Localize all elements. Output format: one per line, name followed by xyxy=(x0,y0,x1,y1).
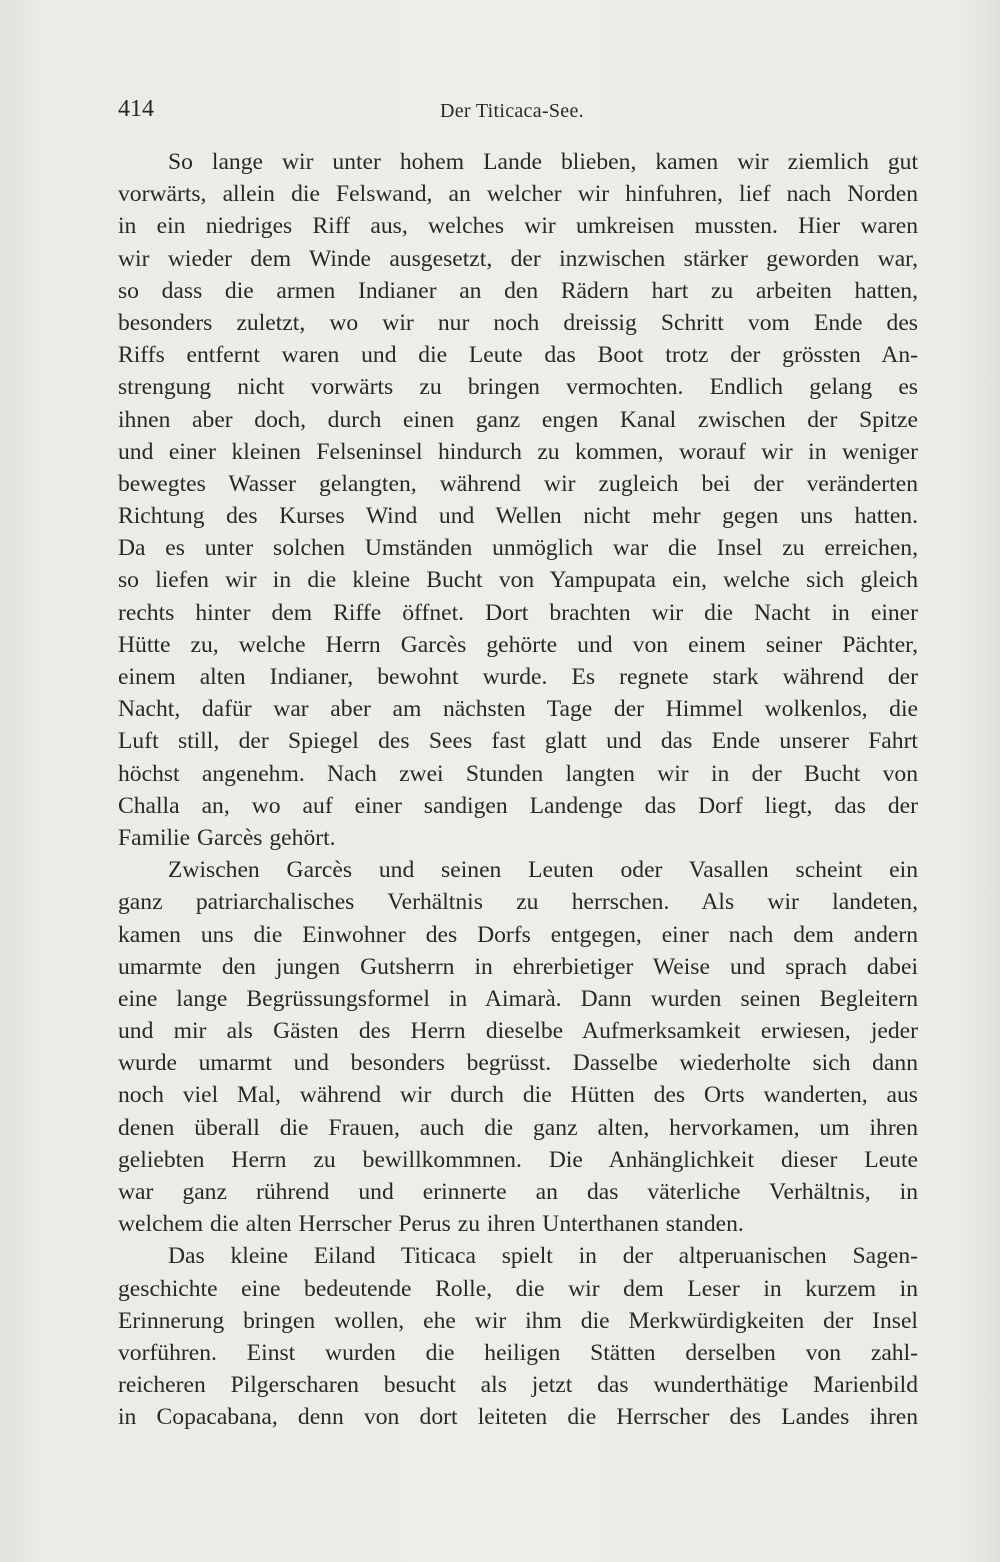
text-line: in ein niedriges Riff aus, welches wir umkreisen mussten. Hier waren xyxy=(118,213,918,240)
text-line: Familie Garcès gehört. xyxy=(118,824,336,851)
text-line: so dass die armen Indianer an den Rädern hart zu arbeiten hatten, xyxy=(118,277,918,304)
text-line: Luft still, der Spiegel des Sees fast glatt und das Ende unserer Fahrt xyxy=(118,728,918,755)
text-line: ihnen aber doch, durch einen ganz engen Kanal zwischen der Spitze xyxy=(118,406,918,433)
text-line: geschichte eine bedeutende Rolle, die wir dem Leser in kurzem in xyxy=(118,1275,918,1302)
text-line: geliebten Herrn zu bewillkommnen. Die Anhänglichkeit dieser Leute xyxy=(118,1146,918,1173)
text-line: eine lange Begrüssungsformel in Aimarà. Dann wurden seinen Begleitern xyxy=(118,985,918,1012)
text-line: vorwärts, allein die Felswand, an welcher wir hinfuhren, lief nach Norden xyxy=(118,181,918,208)
page-header xyxy=(118,96,918,130)
text-line: Erinnerung bringen wollen, ehe wir ihm die Merkwürdigkeiten der Insel xyxy=(118,1307,918,1334)
text-line: war ganz rührend und erinnerte an das väterliche Verhältnis, in xyxy=(118,1179,918,1205)
text-line: noch viel Mal, während wir durch die Hütten des Orts wanderten, aus xyxy=(118,1082,918,1109)
text-line: Das kleine Eiland Titicaca spielt in der altperuanischen Sagen- xyxy=(168,1243,918,1270)
body-text xyxy=(118,146,918,1434)
text-line: besonders zuletzt, wo wir nur noch dreissig Schritt vom Ende des xyxy=(118,309,918,336)
text-line: Challa an, wo auf einer sandigen Landenge das Dorf liegt, das der xyxy=(118,792,918,819)
text-line: bewegtes Wasser gelangten, während wir zugleich bei der veränderten xyxy=(118,470,918,497)
text-line: einem alten Indianer, bewohnt wurde. Es regnete stark während der xyxy=(118,664,918,690)
paragraph-3 xyxy=(118,1240,918,1433)
text-line: So lange wir unter hohem Lande blieben, kamen wir ziemlich gut xyxy=(168,149,918,175)
text-line: umarmte den jungen Gutsherrn in ehrerbietiger Weise und sprach dabei xyxy=(118,953,918,980)
text-line: wir wieder dem Winde ausgesetzt, der inzwischen stärker geworden war, xyxy=(118,245,918,272)
text-line: reicheren Pilgerscharen besucht als jetzt das wunderthätige Marienbild xyxy=(118,1372,918,1399)
text-line: rechts hinter dem Riffe öffnet. Dort brachten wir die Nacht in einer xyxy=(118,599,918,626)
text-line: welchem die alten Herrscher Perus zu ihren Unterthanen standen. xyxy=(118,1211,744,1238)
text-line: kamen uns die Einwohner des Dorfs entgegen, einer nach dem andern xyxy=(118,921,918,948)
text-line: Riffs entfernt waren und die Leute das Boot trotz der grössten An- xyxy=(118,342,918,369)
text-line: vorführen. Einst wurden die heiligen Stätten derselben von zahl- xyxy=(118,1339,918,1366)
text-line: höchst angenehm. Nach zwei Stunden langten wir in der Bucht von xyxy=(118,760,918,787)
paragraph-2 xyxy=(118,854,918,1240)
text-line: und mir als Gästen des Herrn dieselbe Aufmerksamkeit erwiesen, jeder xyxy=(118,1018,918,1045)
text-line: Richtung des Kurses Wind und Wellen nicht mehr gegen uns hatten. xyxy=(118,503,918,530)
text-line: Zwischen Garcès und seinen Leuten oder Vasallen scheint ein xyxy=(168,857,918,884)
page-number: 414 xyxy=(118,96,154,122)
text-line: denen überall die Frauen, auch die ganz alten, hervorkamen, um ihren xyxy=(118,1114,918,1141)
text-line: Hütte zu, welche Herrn Garcès gehörte und von einem seiner Pächter, xyxy=(118,631,918,658)
text-line: so liefen wir in die kleine Bucht von Yampupata ein, welche sich gleich xyxy=(118,567,918,594)
text-line: strengung nicht vorwärts zu bringen vermochten. Endlich gelang es xyxy=(118,374,918,401)
text-line: in Copacabana, denn von dort leiteten die Herrscher des Landes ihren xyxy=(118,1404,918,1431)
running-title: Der Titicaca-See. xyxy=(440,100,584,122)
text-line: ganz patriarchalisches Verhältnis zu herrschen. Als wir landeten, xyxy=(118,889,918,916)
text-line: Nacht, dafür war aber am nächsten Tage der Himmel wolkenlos, die xyxy=(118,696,918,723)
text-line: Da es unter solchen Umständen unmöglich war die Insel zu erreichen, xyxy=(118,535,918,562)
text-line: und einer kleinen Felseninsel hindurch zu kommen, worauf wir in weniger xyxy=(118,438,918,465)
paragraph-1 xyxy=(118,146,918,854)
text-line: wurde umarmt und besonders begrüsst. Dasselbe wiederholte sich dann xyxy=(118,1050,918,1077)
